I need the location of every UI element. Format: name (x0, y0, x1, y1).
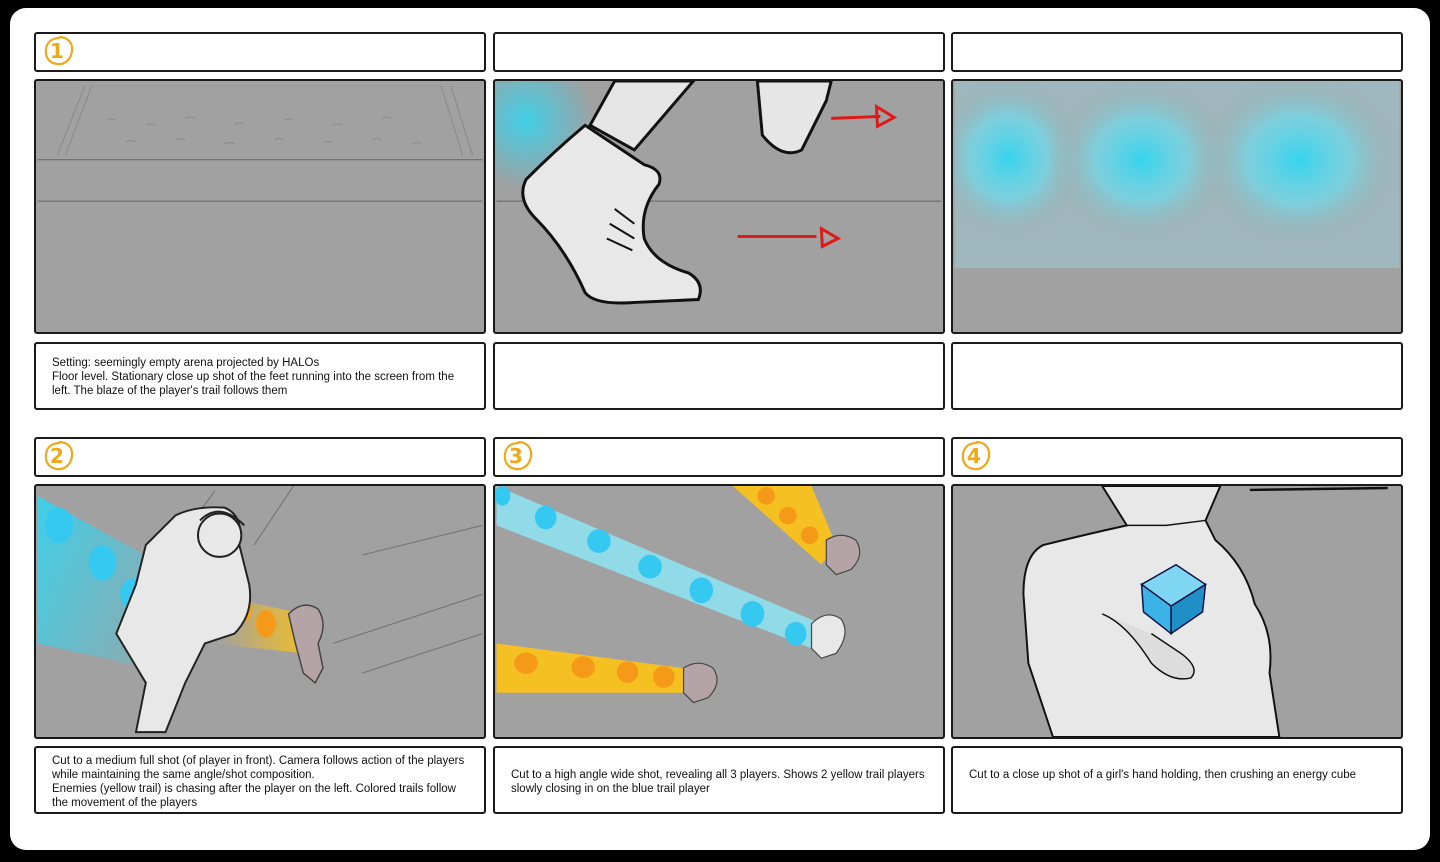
panel-3-description-box (951, 342, 1403, 410)
panel-2-header (493, 32, 945, 72)
panel-2-description (495, 344, 943, 368)
panel-6-header (951, 437, 1403, 477)
running-feet-drawing (495, 81, 943, 332)
panel-1-number-badge (42, 34, 76, 68)
panel-4-frame (34, 484, 486, 739)
panel-6-description-box (951, 746, 1403, 814)
panel-5-number: 3 (509, 444, 523, 468)
panel-5-number-badge (501, 439, 535, 473)
panel-4-number: 2 (50, 444, 64, 468)
panel-4-description-box (34, 746, 486, 814)
panel-3-description (953, 344, 1401, 368)
chase-medium-shot-drawing (36, 486, 484, 737)
panel-1-number: 1 (50, 39, 64, 63)
panel-3-frame (951, 79, 1403, 334)
panel-4-number-badge (42, 439, 76, 473)
panel-4-description: Cut to a medium full shot (of player in front). Camera follows action of the players while maintaining the same angle/shot composition. Enemies (yellow trail) is chasing after the player on the left. Colored trails follow the movement of the players (52, 755, 465, 809)
panel-4-header (34, 437, 486, 477)
panel-6-number: 4 (967, 444, 981, 468)
panel-6-description: Cut to a close up shot of a girl's hand holding, then crushing an energy cube (969, 769, 1357, 781)
energy-cube-closeup-drawing (953, 486, 1401, 737)
panel-3-header (951, 32, 1403, 72)
arena-sketch-drawing (36, 81, 484, 332)
blue-trail-glow-drawing (953, 81, 1401, 332)
panel-1-header (34, 32, 486, 72)
panel-1-description: Setting: seemingly empty arena projected by HALOs Floor level. Stationary close up shot of the feet running into the screen from the left. The blaze of the player's trail follows them (52, 357, 455, 397)
high-angle-wide-shot-drawing (495, 486, 943, 737)
storyboard-sheet (10, 8, 1430, 850)
panel-2-description-box (493, 342, 945, 410)
panel-6-frame (951, 484, 1403, 739)
panel-6-number-badge (959, 439, 993, 473)
panel-5-description-box (493, 746, 945, 814)
panel-1-frame (34, 79, 486, 334)
panel-5-frame (493, 484, 945, 739)
panel-5-description: Cut to a high angle wide shot, revealing all 3 players. Shows 2 yellow trail players slowly closing in on the blue trail player (511, 769, 925, 795)
panel-5-header (493, 437, 945, 477)
panel-2-frame (493, 79, 945, 334)
panel-1-description-box (34, 342, 486, 410)
